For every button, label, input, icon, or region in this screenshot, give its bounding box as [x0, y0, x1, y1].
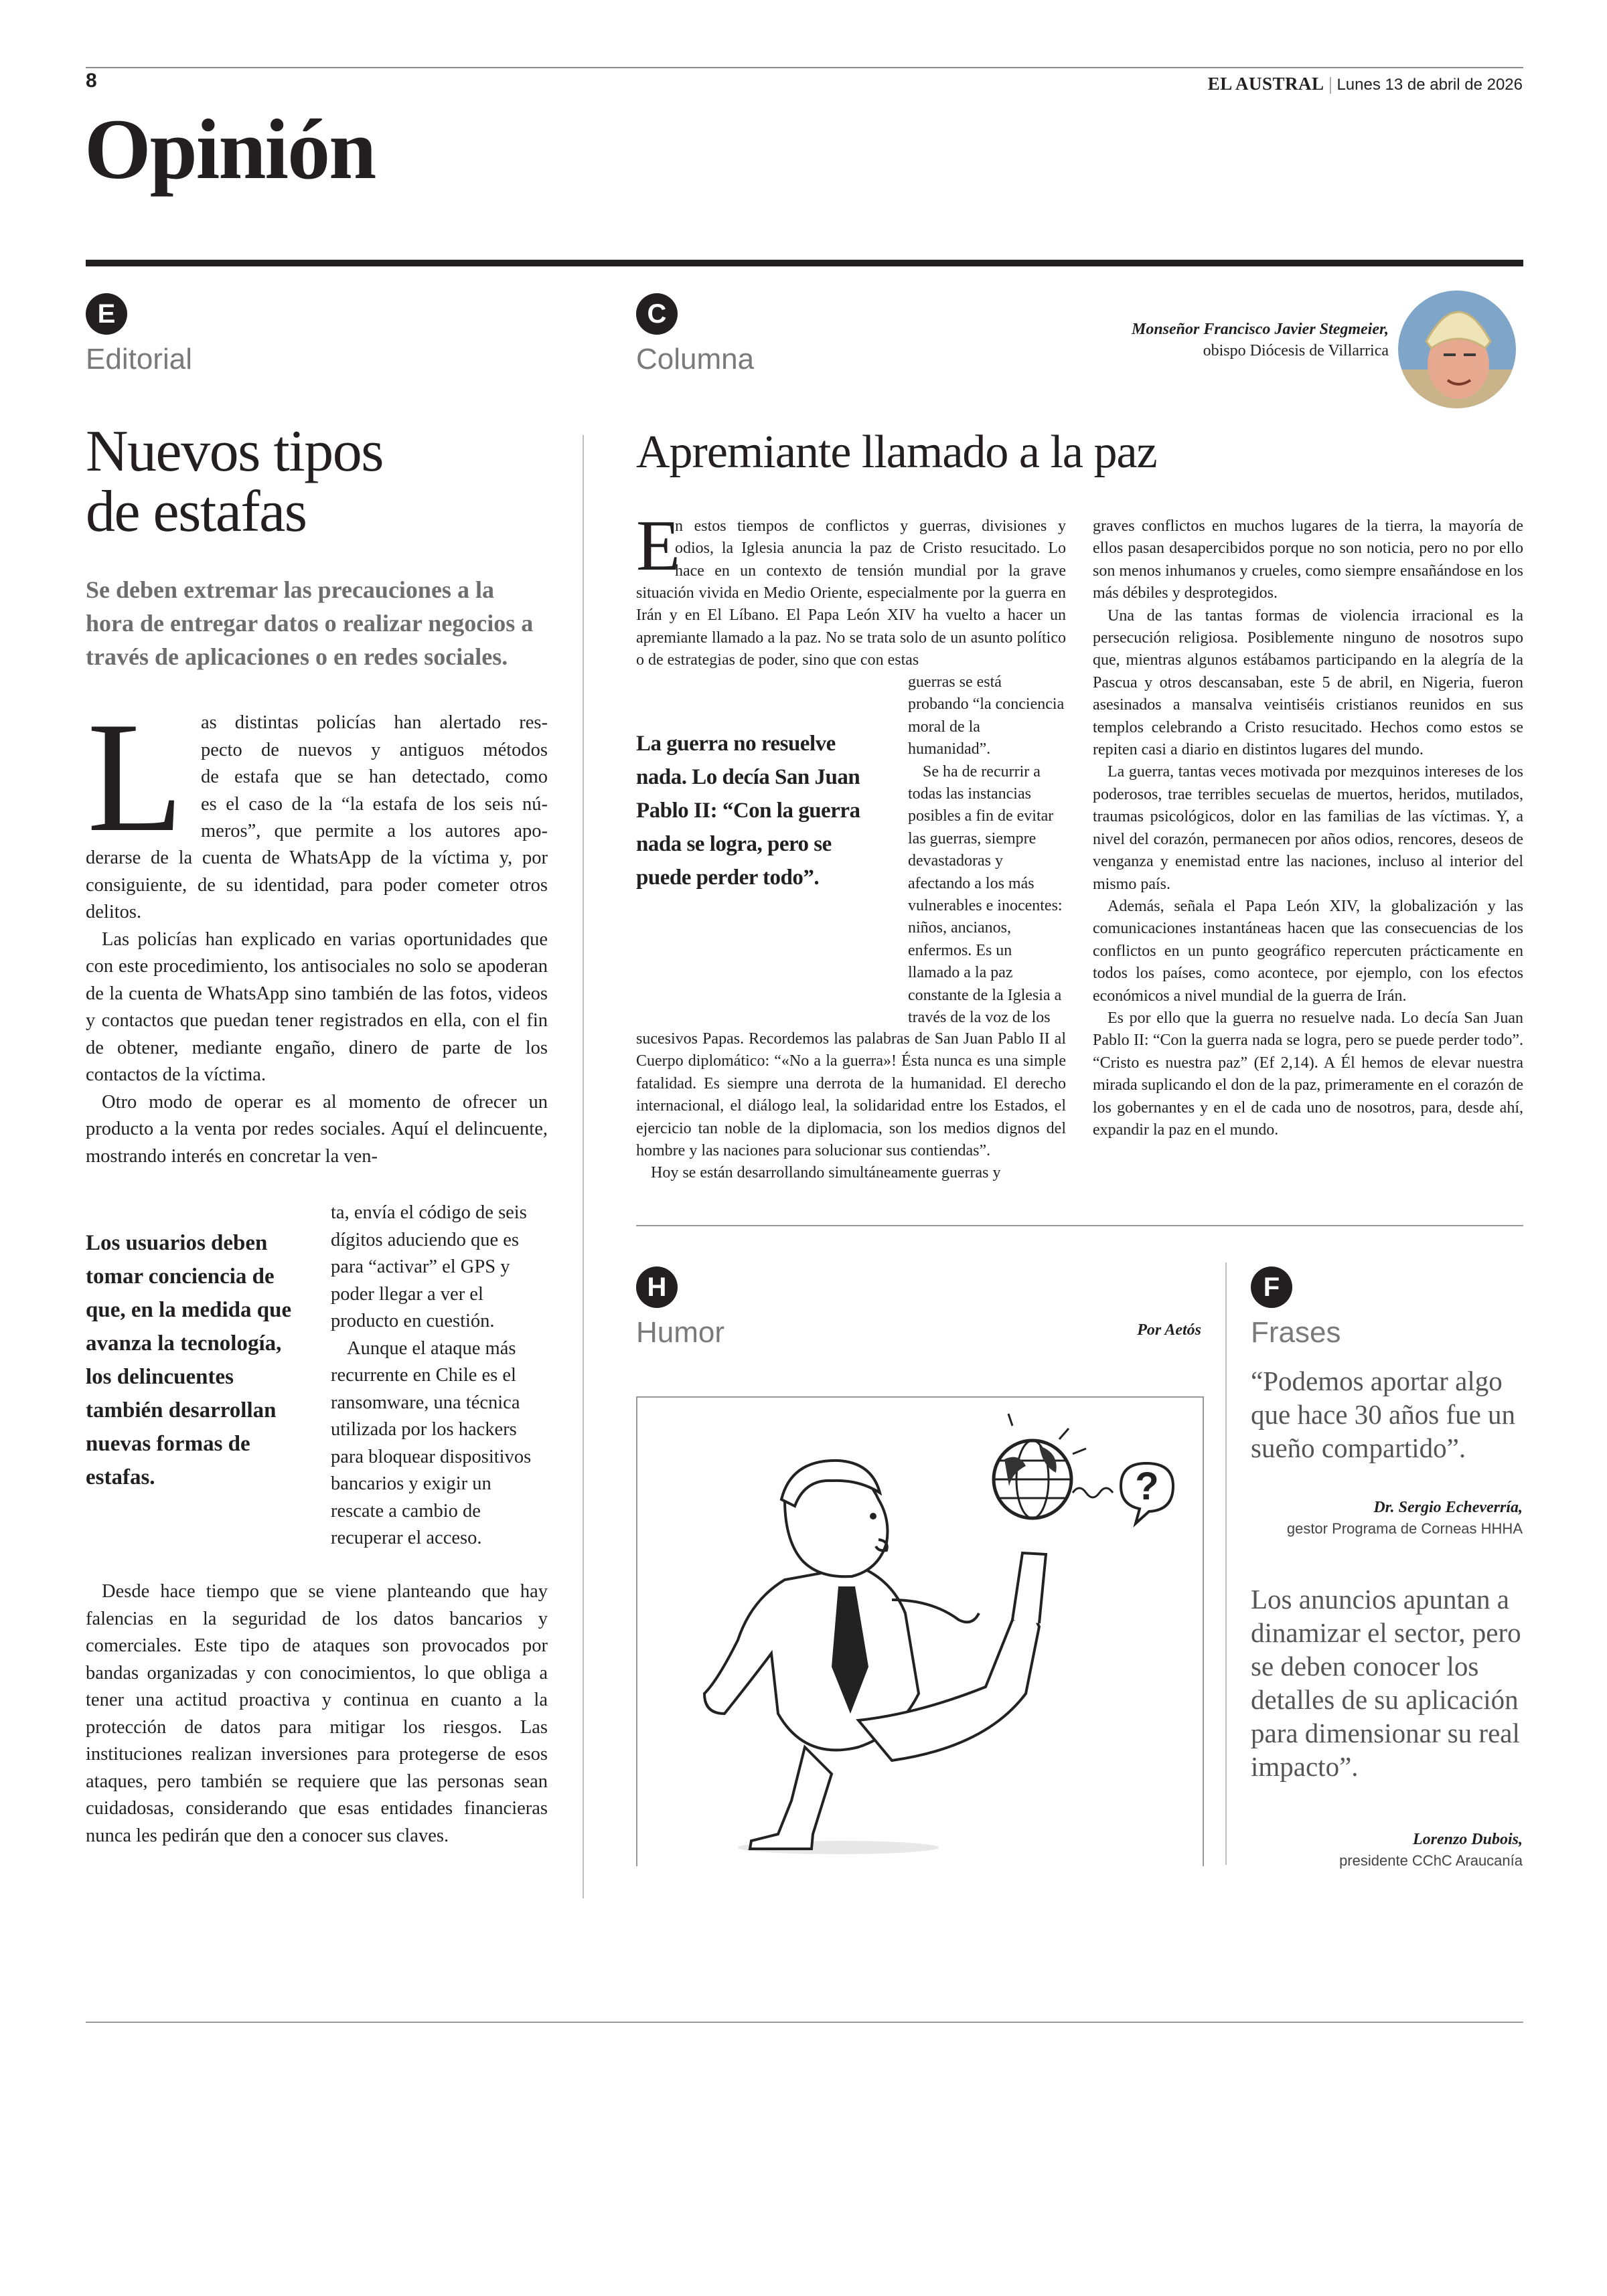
newspaper-name: EL AUSTRAL [1207, 74, 1324, 94]
frases-quote2-role: presidente CChC Araucanía [1339, 1852, 1523, 1869]
column-paragraph: Hoy se están desarrollando simultáneamente guerras y [651, 1164, 1001, 1182]
column-paragraph: situación vivida en Medio Oriente, especialmente por la guerra en Irán y en El Líbano. El Papa León XIV ha vuelto a hacer un apremiante llamado a la paz. No se trata solo de un asunto político o de estrategias de poder, sino que con estas [636, 584, 1066, 669]
cartoon-eye [870, 1513, 876, 1520]
page-number: 8 [86, 70, 97, 92]
editorial-lead-line: meros”, que permite a los autores apo- [201, 821, 548, 841]
editorial-lead-line: as distintas policías han alertado res- [201, 712, 548, 733]
masthead-separator: | [1324, 74, 1337, 94]
column-pull-quote: La guerra no resuelve nada. Lo decía San Juan Pablo II: “Con la guerra nada se logra, pero se puede perder todo”. [636, 732, 860, 890]
column-paragraph: sucesivos Papas. Recordemos las palabras de San Juan Pablo II al Cuerpo diplomático: “«No a la guerra»! Ésta nunca es una simple fatalidad. Es siempre una derrota de la humanidad. El derecho internacional, el diálogo leal, la solidaridad entre los Estados, el ejercicio tan noble de la diplomacia, son los medios dignos del hombre y las naciones para solucionar sus contiendas”. [636, 1030, 1066, 1160]
bottom-rule [86, 2022, 1523, 2023]
column-drop-cap: E [636, 506, 680, 586]
editorial-paragraph: derarse de la cuenta de WhatsApp de la víctima y, por consiguiente, de su identidad, para poder cometer otros delitos. [86, 847, 548, 922]
column-body-col2 [1093, 515, 1523, 1141]
column-lead-line: odios, la Iglesia anuncia la paz de Cristo resucitado. Lo [675, 540, 1066, 558]
frases-section-label: Frases [1251, 1316, 1341, 1349]
editorial-paragraph: Otro modo de operar es al momento de ofrecer un producto a la venta por redes sociales. Aquí el delincuente, mostrando interés en concretar la ven- [86, 1091, 548, 1167]
editorial-lead-lines [201, 710, 548, 845]
column-paragraph: Una de las tantas formas de violencia irracional es la persecución religiosa. Posiblemente ninguno de nosotros supo que, mientras algunos estábamos participando en la alegría de la Pascua y otros descansaban, este 5 de abril, en Nigeria, fueron asesinados a mansalva veintiséis cristianos reunidos en sus templos celebrando a Cristo resucitado. Hechos como estos se repiten casi a diario en distintos lugares del mundo. [1093, 606, 1523, 759]
column-lead-line: hace en un contexto de tensión mundial por la grave [675, 562, 1066, 580]
editorial-closing [86, 1578, 548, 1850]
humor-badge: H [636, 1266, 678, 1308]
editorial-section-label: Editorial [86, 343, 192, 376]
frases-quote2-author: Lorenzo Dubois, [1412, 1831, 1523, 1848]
editorial-drop-cap: L [87, 690, 184, 865]
editorial-paragraph: Las policías han explicado en varias oportunidades que con este procedimiento, los antisociales no solo se apoderan de la cuenta de WhatsApp sino también de las fotos, videos y contactos que puedan tener registrados en ella, con el fin de obtener, mediante engaño, dinero de parte de los contactos de la víctima. [86, 928, 548, 1085]
column-paragraph: Se ha de recurrir a todas las instancias posibles a fin de evitar las guerras, siempre devastadoras y afectando a los más vulnerables e inocentes: niños, ancianos, enfermos. Es un llamado a la paz constante de la Iglesia a través de la voz de los [908, 762, 1063, 1027]
frases-quote2: Los anuncios apuntan a dinamizar el sector, pero se deben conocer los detalles de su aplicación para dimensionar su real impacto”. [1251, 1584, 1521, 1782]
frases-quote1: “Podemos aportar algo que hace 30 años fue un sueño compartido”. [1251, 1366, 1516, 1463]
page-title: Opinión [84, 102, 376, 197]
masthead [1208, 74, 1523, 94]
cartoon-leg-back [750, 1747, 832, 1849]
editorial-lead-line: es el caso de la “la estafa de los seis nú- [201, 793, 548, 815]
column-paragraph: La guerra, tantas veces motivada por mezquinos intereses de los poderosos, trae terribles secuelas de muertos, heridos, mutilados, traumas psicológicos, dolor en las familias de las víctimas. Y, a nivel del corazón, permanecen por años odios, rencores, deseos de venganza y enemistad entre las naciones, incluso al interior del mismo país. [1093, 763, 1523, 893]
editorial-side-column [331, 1200, 548, 1552]
humor-byline: Por Aetós [1137, 1321, 1201, 1339]
column-badge: C [636, 293, 678, 335]
section-rule [86, 260, 1523, 266]
cartoon-squiggle [1073, 1488, 1113, 1497]
editorial-headline [86, 419, 383, 544]
editorial-lead-line: pecto de nuevos y antiguos métodos [201, 739, 548, 760]
column-body-col1-bottom [636, 1028, 1066, 1185]
top-rule [86, 67, 1523, 68]
editorial-lede: Se deben extremar las precauciones a la hora de entregar datos o realizar negocios a través de aplicaciones o en redes sociales. [86, 576, 534, 670]
editorial-pull-quote: Los usuarios deben tomar conciencia de que, en la medida que avanza la tecnología, los delincuentes también desarrollan nuevas formas de estafas. [86, 1231, 292, 1489]
frases-badge: F [1251, 1266, 1292, 1308]
humor-section-label: Humor [636, 1316, 725, 1349]
column-paragraph: Es por ello que la guerra no resuelve nada. Lo decía San Juan Pablo II: “Con la guerra nada se logra, pero se puede perder todo”. “Cristo es nuestra paz” (Ef 2,14). A Él hemos de elevar nuestra mirada suplicando el don de la paz, primeramente en el corazón de los gobernantes y en el de cada uno de nosotros, para, desde ahí, expandir la paz en el mundo. [1093, 1009, 1523, 1139]
column-headline: Apremiante llamado a la paz [636, 426, 1157, 478]
frases-divider [1225, 1262, 1227, 1865]
column-bottom-rule [636, 1225, 1523, 1226]
frases-quote1-author: Dr. Sergio Echeverría, [1373, 1499, 1523, 1516]
column-author-name: Monseñor Francisco Javier Stegmeier, [1131, 321, 1389, 338]
editorial-headline-line2: de estafas [86, 479, 307, 544]
frases-quote1-role: gestor Programa de Corneas HHHA [1286, 1520, 1523, 1537]
frases-quote1-attribution [1287, 1497, 1523, 1540]
column-lead-line: n estos tiempos de conflictos y guerras, divisiones y [675, 517, 1066, 535]
author-photo [1397, 289, 1517, 410]
cartoon-illustration [637, 1399, 1200, 1864]
column-lead-lines [675, 515, 1066, 582]
editorial-paragraph: Aunque el ataque más recurrente en Chile es el ransomware, una técnica utilizada por los hackers para bloquear dispositivos bancarios y exigir un rescate a cambio de recuperar el acceso. [331, 1337, 532, 1548]
column-author [1132, 319, 1389, 361]
column-paragraph: graves conflictos en muchos lugares de la tierra, la mayoría de ellos pasan desapercibidos porque no son noticia, pero no por ello son menos inhumanos y crueles, como siempre ensañándose en los más débiles y desprotegidos. [1093, 517, 1523, 602]
column-paragraph: Además, señala el Papa León XIV, la globalización y las comunicaciones instantáneas hacen que las consecuencias de los conflictos en un punto geográfico repercuten prácticamente en todos los países, como acontece, por ejemplo, con los efectos económicos a nivel mundial de la guerra de Irán. [1093, 897, 1523, 1005]
editorial-paragraph: Desde hace tiempo que se viene planteando que hay falencias en la seguridad de los datos bancarios y comerciales. Este tipo de ataques son provocados por bandas organizadas y con conocimientos, lo que obliga a tener una actitud proactiva y continua en cuanto a la protección de datos para mitigar los riesgos. Las instituciones realizan inversiones para protegerse de esos ataques, pero también se requiere que las personas sean cuidadosas, considerando que esas entidades financieras nunca les pedirán que den a conocer sus claves. [86, 1581, 548, 1846]
editorial-headline-line1: Nuevos tipos [86, 419, 383, 484]
cartoon-shoe [1012, 1553, 1046, 1623]
cartoon-question-mark: ? [1135, 1465, 1159, 1508]
issue-date: Lunes 13 de abril de 2026 [1336, 76, 1523, 94]
editorial-lead-line: de estafa que se han detectado, como [201, 766, 548, 787]
column-divider [583, 435, 584, 1898]
column-section-label: Columna [636, 343, 755, 376]
frases-quote2-attribution [1339, 1829, 1523, 1872]
editorial-badge: E [86, 293, 127, 335]
column-side-text [908, 671, 1066, 1030]
column-author-title: obispo Diócesis de Villarrica [1203, 342, 1389, 359]
editorial-paragraph: ta, envía el código de seis dígitos aduciendo que es para “activar” el GPS y poder llegar a ver el producto en cuestión. [331, 1202, 527, 1331]
column-paragraph: guerras se está probando “la conciencia moral de la humanidad”. [908, 673, 1065, 758]
editorial-body [86, 690, 548, 1170]
column-body-col1 [636, 506, 1066, 672]
